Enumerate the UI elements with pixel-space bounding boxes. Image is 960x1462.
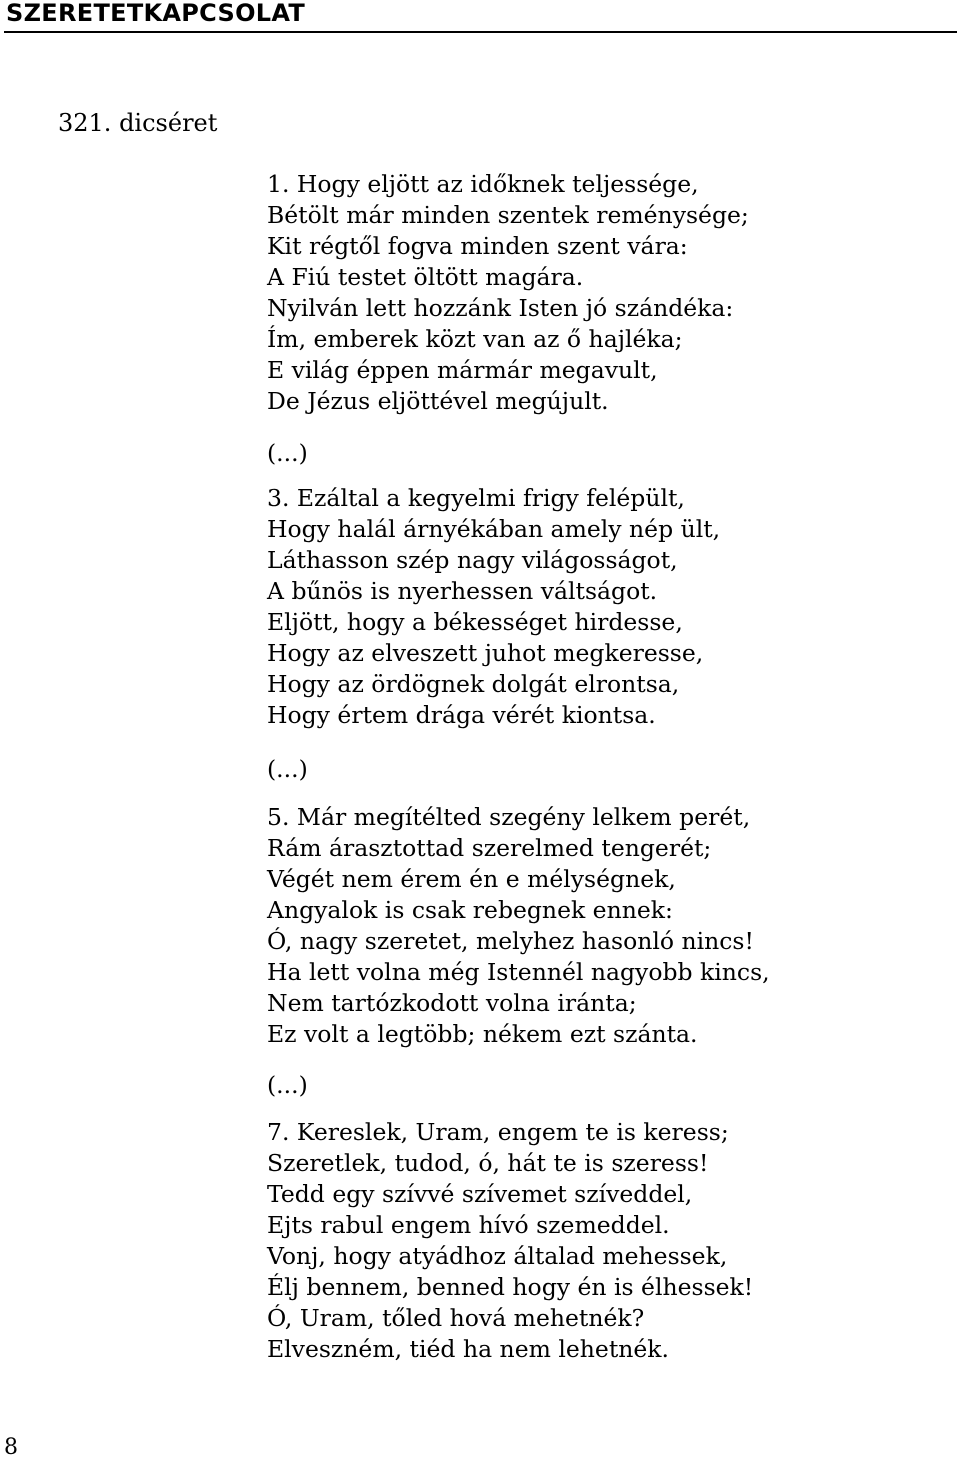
verse-line: Ó, nagy szeretet, melyhez hasonló nincs! (267, 927, 754, 955)
ellipsis-marker: (...) (267, 1071, 308, 1099)
verse-line: Ha lett volna még Istennél nagyobb kincs, (267, 958, 770, 986)
verse-line: 5. Már megítélted szegény lelkem perét, (267, 803, 751, 831)
verse-line: Végét nem érem én e mélységnek, (267, 865, 676, 893)
verse-line: E világ éppen mármár megavult, (267, 356, 658, 384)
verse-line: Élj bennem, benned hogy én is élhessek! (267, 1273, 754, 1301)
verse-line: Vonj, hogy atyádhoz általad mehessek, (267, 1242, 728, 1270)
verse-7 (267, 1117, 753, 1365)
verse-line: Angyalok is csak rebegnek ennek: (267, 896, 673, 924)
verse-line: Rám árasztottad szerelmed tengerét; (267, 834, 712, 862)
page-number: 8 (4, 1435, 18, 1460)
verse-line: A bűnös is nyerhessen váltságot. (267, 577, 658, 605)
verse-1 (267, 169, 749, 417)
verse-line: Kit régtől fogva minden szent vára: (267, 232, 688, 260)
verse-3 (267, 483, 720, 731)
verse-line: Szeretlek, tudod, ó, hát te is szeress! (267, 1149, 709, 1177)
verse-line: Hogy értem drága vérét kiontsa. (267, 701, 656, 729)
verse-line: Hogy az elveszett juhot megkeresse, (267, 639, 704, 667)
verse-line: A Fiú testet öltött magára. (267, 263, 584, 291)
verse-line: Nyilván lett hozzánk Isten jó szándéka: (267, 294, 734, 322)
verse-line: Bétölt már minden szentek reménysége; (267, 201, 749, 229)
verse-line: Láthasson szép nagy világosságot, (267, 546, 678, 574)
ellipsis-marker: (...) (267, 439, 308, 467)
verse-line: 3. Ezáltal a kegyelmi frigy felépült, (267, 484, 685, 512)
ellipsis-marker: (...) (267, 755, 308, 783)
verse-line: Eljött, hogy a békességet hirdesse, (267, 608, 683, 636)
verse-line: Hogy halál árnyékában amely nép ült, (267, 515, 721, 543)
verse-line: Tedd egy szívvé szívemet szíveddel, (267, 1180, 693, 1208)
verse-line: De Jézus eljöttével megújult. (267, 387, 609, 415)
verse-line: Ím, emberek közt van az ő hajléka; (267, 325, 683, 353)
verse-line: Elveszném, tiéd ha nem lehetnék. (267, 1335, 670, 1363)
verse-line: 1. Hogy eljött az időknek teljessége, (267, 170, 699, 198)
verse-line: Nem tartózkodott volna iránta; (267, 989, 637, 1017)
verse-line: Ejts rabul engem hívó szemeddel. (267, 1211, 670, 1239)
running-header: SZERETETKAPCSOLAT (6, 0, 306, 27)
verse-5 (267, 802, 770, 1050)
verse-line: Hogy az ördögnek dolgát elrontsa, (267, 670, 680, 698)
verse-line: Ez volt a legtöbb; nékem ezt szánta. (267, 1020, 698, 1048)
verse-line: Ó, Uram, tőled hová mehetnék? (267, 1304, 645, 1332)
verse-line: 7. Kereslek, Uram, engem te is keress; (267, 1118, 729, 1146)
hymn-number: 321. dicséret (58, 109, 218, 137)
header-rule (4, 31, 957, 33)
